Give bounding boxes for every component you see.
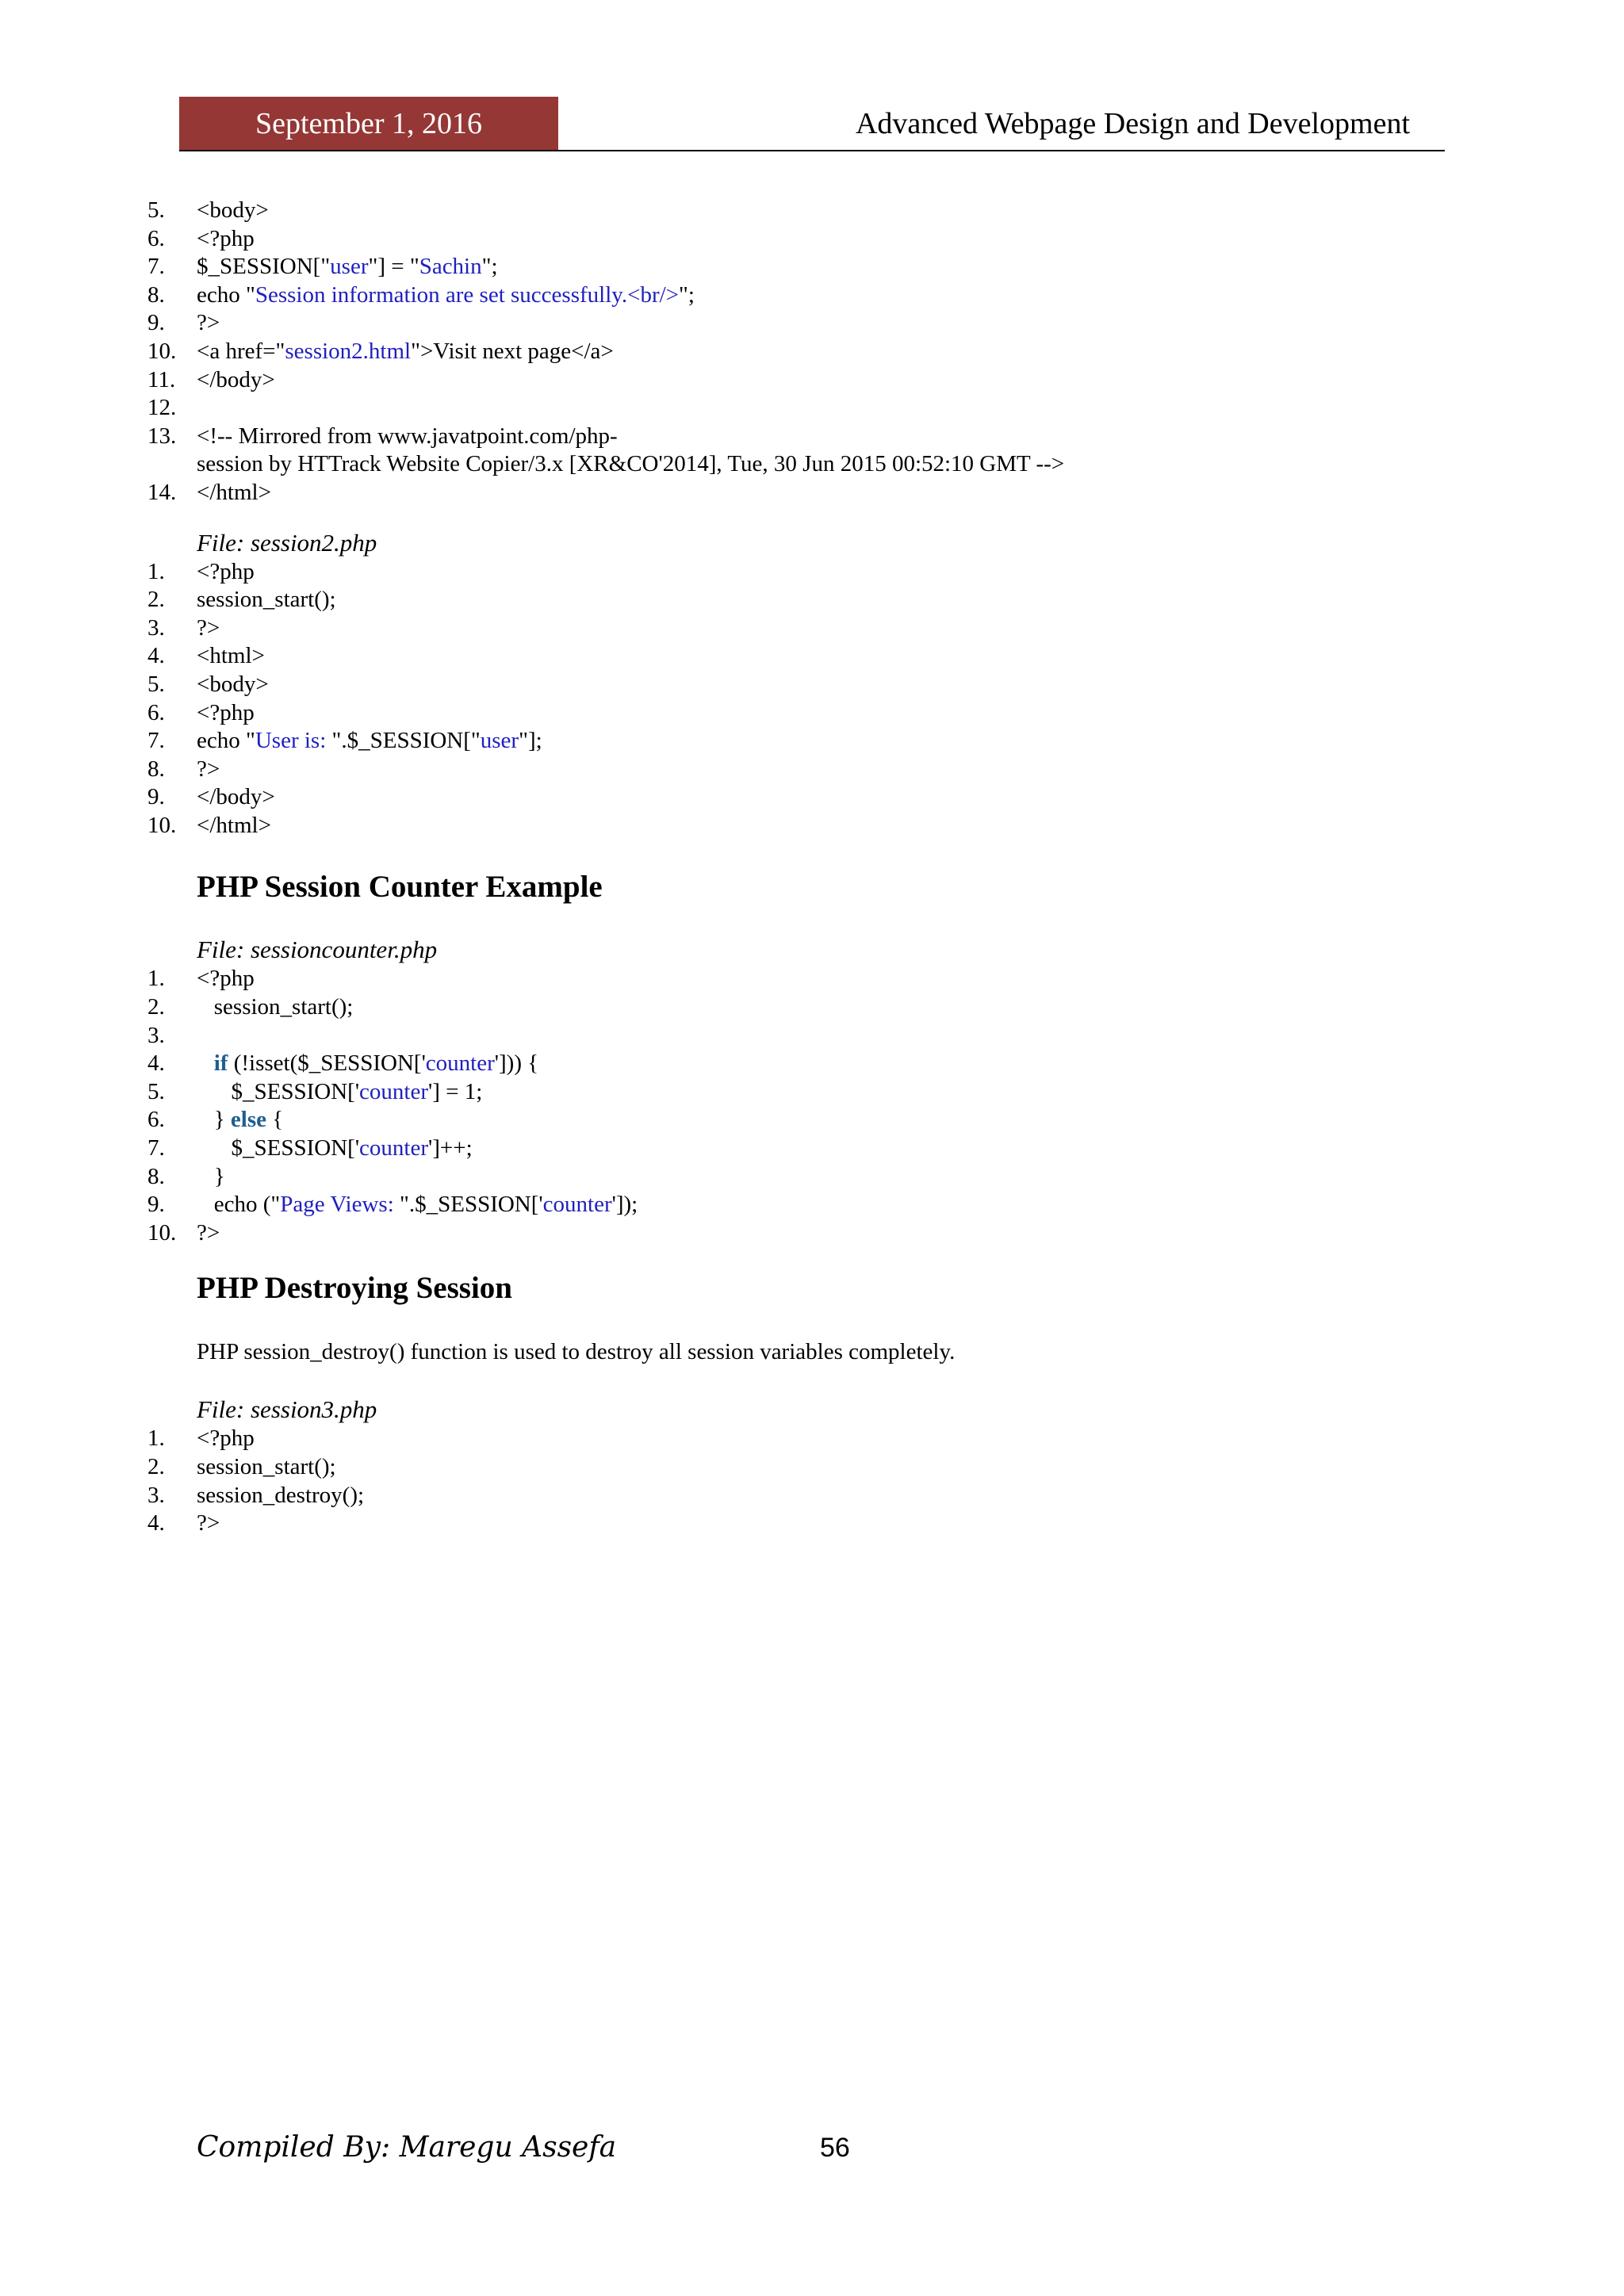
code-text: echo ("Page Views: ".$_SESSION['counter']); [197,1192,638,1218]
code-line [0,225,1624,254]
line-number: 5. [147,1078,165,1104]
code-text: session_start(); [197,1454,336,1479]
line-number: 9. [147,310,165,336]
line-number: 5. [147,197,165,223]
header-title: Advanced Webpage Design and Development [855,107,1410,140]
code-text: </html> [197,479,271,505]
line-number: 2. [147,1454,165,1479]
line-number: 8. [147,281,165,308]
code-line [0,197,1624,225]
line-number: 14. [147,479,177,505]
line-number: 10. [147,1219,177,1246]
code-block-session2 [0,558,1624,840]
code-text: session_start(); [197,587,336,613]
line-number: 7. [147,1135,165,1161]
code-text: <!-- Mirrored from www.javatpoint.com/php- [197,423,618,449]
line-number: 2. [147,587,165,613]
code-line [0,1078,1624,1107]
line-number: 12. [147,395,177,421]
code-text: <?php [197,1425,255,1452]
page-content [0,197,1624,1538]
line-number: 10. [147,338,177,364]
line-number: 7. [147,254,165,280]
code-line [0,1425,1624,1453]
code-line [0,450,1624,479]
code-text: <a href="session2.html">Visit next page</a> [197,338,614,364]
spacer [0,1368,1624,1395]
code-text: </body> [197,784,275,810]
code-text: session_destroy(); [197,1482,365,1508]
code-line [0,756,1624,784]
code-line [0,558,1624,587]
code-line [0,1135,1624,1163]
code-line [0,1050,1624,1078]
line-number: 8. [147,756,165,782]
line-number: 3. [147,1482,165,1508]
code-block-sessioncounter [0,965,1624,1247]
spacer [0,908,1624,935]
spacer [0,840,1624,867]
code-text: echo "Session information are set successfully.<br/>"; [197,281,695,308]
file-caption-session3: File: session3.php [197,1395,377,1424]
code-line [0,812,1624,840]
line-number: 5. [147,671,165,697]
code-text: } else { [197,1107,284,1133]
line-number: 4. [147,1050,165,1077]
footer-page-number: 56 [820,2133,850,2163]
code-line [0,1163,1624,1192]
code-line [0,394,1624,423]
code-line [0,614,1624,643]
line-number: 6. [147,1107,165,1133]
line-number: 2. [147,994,165,1020]
code-line [0,309,1624,338]
code-line [0,671,1624,699]
code-line [0,423,1624,451]
header-date: September 1, 2016 [179,97,558,151]
code-text: ?> [197,1219,220,1246]
code-line [0,699,1624,728]
line-number: 1. [147,558,165,584]
line-number: 4. [147,643,165,669]
code-text: </html> [197,812,271,838]
code-text: ?> [197,756,220,782]
code-line [0,642,1624,671]
code-line [0,727,1624,756]
code-text: <body> [197,197,269,223]
line-number: 8. [147,1163,165,1189]
heading-destroying-session: PHP Destroying Session [197,1271,512,1306]
spacer [0,1309,1624,1336]
footer-compiled-by: Compiled By: Maregu Assefa [197,2131,617,2164]
code-text: $_SESSION['counter'] = 1; [197,1078,483,1104]
code-text: <body> [197,671,269,697]
line-number: 3. [147,614,165,641]
code-text: <?php [197,225,255,251]
destroy-paragraph: PHP session_destroy() function is used to destroy all session variables completely. [197,1339,956,1365]
code-text: <html> [197,643,265,669]
code-text: ?> [197,310,220,336]
line-number: 6. [147,225,165,251]
code-line [0,1510,1624,1538]
code-line [0,366,1624,395]
line-number: 1. [147,1425,165,1452]
code-line [0,965,1624,993]
spacer [0,1247,1624,1268]
code-line [0,1482,1624,1510]
code-line [0,1191,1624,1219]
code-line [0,783,1624,812]
code-text: echo "User is: ".$_SESSION["user"]; [197,728,542,754]
code-text: $_SESSION["user"] = "Sachin"; [197,254,498,280]
code-line [0,281,1624,310]
code-text: session by HTTrack Website Copier/3.x [XR&CO'2014], Tue, 30 Jun 2015 00:52:10 GMT --> [197,451,1065,477]
code-block-session1 [0,197,1624,507]
line-number: 3. [147,1022,165,1048]
code-text: <?php [197,966,255,992]
line-number: 9. [147,784,165,810]
code-line [0,1106,1624,1135]
code-line [0,1022,1624,1050]
code-text: <?php [197,558,255,584]
line-number: 1. [147,966,165,992]
code-text: } [197,1163,225,1189]
code-line [0,1453,1624,1482]
code-line [0,253,1624,281]
code-line [0,1219,1624,1248]
heading-session-counter: PHP Session Counter Example [197,870,603,905]
code-text: $_SESSION['counter']++; [197,1135,473,1161]
code-line [0,338,1624,366]
code-text: ?> [197,1510,220,1536]
code-block-session3 [0,1425,1624,1537]
line-number: 10. [147,812,177,838]
line-number: 6. [147,699,165,725]
spacer [0,507,1624,528]
code-line [0,993,1624,1022]
code-line [0,586,1624,614]
code-text: ?> [197,614,220,641]
line-number: 9. [147,1192,165,1218]
header-rule [179,150,1445,151]
line-number: 7. [147,728,165,754]
file-caption-sessioncounter: File: sessioncounter.php [197,936,438,964]
line-number: 11. [147,366,176,392]
code-text: session_start(); [197,994,354,1020]
code-line [0,479,1624,507]
code-text: <?php [197,699,255,725]
line-number: 13. [147,423,177,449]
line-number: 4. [147,1510,165,1536]
code-text: if (!isset($_SESSION['counter'])) { [213,1050,539,1077]
code-text: </body> [197,366,275,392]
file-caption-session2: File: session2.php [197,528,377,557]
